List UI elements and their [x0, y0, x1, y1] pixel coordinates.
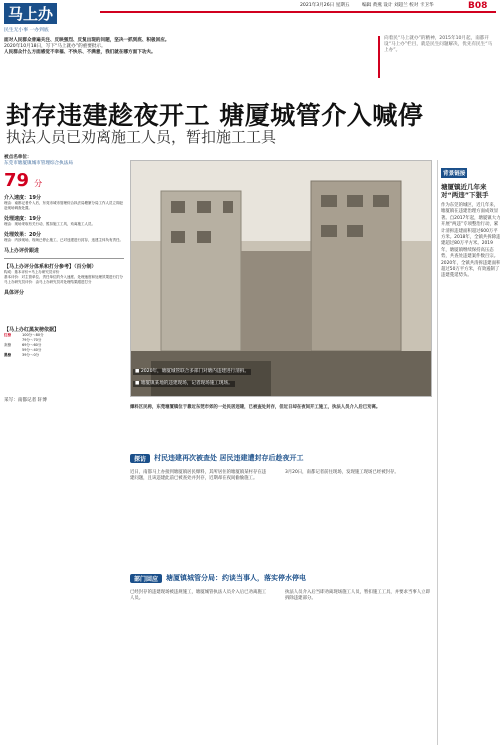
score-2-title: 处理速度：19分: [4, 216, 41, 223]
list-item: 黑榜 39分～0分: [4, 353, 40, 358]
detail-title: 具体评分: [4, 290, 25, 297]
logo-title: 马上办: [4, 3, 57, 24]
left-column: [4, 155, 124, 745]
logo-subtitle: 民生无小事 一办到底: [4, 28, 49, 33]
main-photo: [130, 160, 432, 397]
body-paragraph-3: 3月20日，南都记者前往现场，发现施工现场已经被封存。: [285, 470, 399, 475]
score-3-title: 处理效果：20分: [4, 232, 41, 239]
sidebar-header: 背景链接: [441, 168, 467, 178]
section-2-title: 塘厦镇城管分局：约谈当事人，落实停水停电: [166, 574, 307, 582]
masthead: [0, 0, 500, 38]
section-1-title: 村民违建再次被查处 居民违建遭封存后趁夜开工: [154, 454, 304, 462]
rule-2: 基本评价：对主管单位、责任单位的介入速度、处理速度和处理效果进行打分: [4, 275, 123, 280]
section-2-header: [130, 573, 430, 583]
score-3-text: 理由：内涉现场，现场已停止施工，已对违建进行封存，违建主体负有责任。: [4, 238, 123, 243]
list-item: 79分～70分: [22, 338, 42, 343]
rule-3: 马上办研究员评价：由马上办研究员对处理结果跟进打分: [4, 280, 92, 285]
editor-line: 编辑 黄燕 设计 刘超兰 校对 卡卫华: [362, 3, 434, 8]
intro-line-2: 2020年10月18日，写下“马上就办”的重要批示。: [4, 44, 106, 50]
divider: [4, 258, 124, 259]
score-1-text: 理由：南都记者介入后，东莞市城市管理综合执法局塘厦分局工作人员立即赶赴现场调查处置。: [4, 201, 123, 211]
body-paragraph-5: 执法人员介入后当即劝离现场施工人员，暂扣施工工具，并要求当事人立即拆除违建部分。: [285, 590, 430, 601]
photo-caption-2: ■ 塘厦镇某地的违建现场，记者现场施工现场。: [135, 381, 233, 386]
section-2-label: 部门回应: [130, 574, 162, 583]
masthead-logo-block: [4, 3, 76, 35]
sidebar-title: 塘厦镇近几年来对“两违”下狠手: [441, 183, 489, 199]
body-paragraph-2: 近日，南都马上办接到塘厦镇居民爆料，其所居住的塘厦镇某村存在违建问题，且该违建此前已被查处并封存，近期却在夜间偷偷施工。: [130, 470, 267, 481]
intro-line-1: 面对人民群众普遍关注、反映强烈、反复出现的问题，坚决一抓到底、积极回应。: [4, 38, 170, 43]
unit-name: 东莞市塘厦镇城市管理综合执法局: [4, 161, 73, 167]
intro-block: [4, 38, 374, 57]
date-line: 2021年3月26日 星期五: [300, 3, 350, 8]
reporter: 采写：南都记者 轩博: [4, 398, 47, 404]
score-rules-title: 【马上办评分体系和打分参考】（百分制）: [4, 264, 97, 271]
quote-box: 向着民“马上就办”的精神，2015年10月起，南都开设“马上办”栏目，就是民生问题解决，优先有民生“马上办”。: [378, 36, 496, 78]
score-value: 79: [4, 170, 30, 192]
page-label: B08: [468, 1, 488, 11]
sidebar: [437, 160, 500, 745]
section-1-header: [130, 453, 430, 463]
score-unit: 分: [34, 179, 43, 189]
headline: 封存违建趁夜开工 塘厦城管介入喊停: [6, 101, 424, 130]
score-4-title: 马上办评价跟进: [4, 248, 40, 255]
list-item: 59分～40分: [22, 348, 42, 353]
sidebar-text: 作为东莞的城区，近几年来，塘厦镇在违建治理方面成效显著。自2017年起，塘厦镇大力开展“两违”专项整治行动，累计清拆违建面积超过600万平方米。2018年，全镇共拆除违建超过80万平方米。2019年，塘厦镇继续保持高压态势，共查处违建案件数百宗。2020年，全镇共清拆违建面积超过50万平方米，有效遏制了违建蔓延势头。: [441, 203, 500, 279]
list-item: 红榜 100分～80分: [4, 333, 44, 338]
red-list: [4, 333, 124, 358]
score-display: [4, 170, 124, 191]
score-1-title: 介入速度：19分: [4, 195, 41, 202]
list-item: 灰榜 69分～60分: [4, 343, 42, 348]
unit-label: 被点名单位：: [4, 155, 32, 160]
building-scene-image: [131, 161, 431, 396]
body-paragraph-4: 已经封存的违建现场被违规施工，塘厦城管执法人员介入后已劝离施工人员。: [130, 590, 267, 601]
subheadline: 执法人员已劝离施工人员，暂扣施工工具: [6, 128, 277, 146]
intro-line-3: 人民群众什么方面感觉不幸福、不快乐、不满意，我们就在哪方面下功夫。: [4, 50, 156, 56]
photo-caption-1: ■ 2020年，塘厦城管联合多部门对塘内违建进行清拆。: [135, 369, 249, 374]
section-1-label: 探访: [130, 454, 150, 463]
intro-paragraph: 爆料区民称，东莞塘厦镇位于靠近东莞市郊的一处民居违建，已被查处封存，但近日却在夜间开工施工，执法人员介入后已劝离。: [130, 405, 381, 410]
score-2-text: 理由：现场采取有关行动，暂扣施工工具，劝离施工人员。: [4, 222, 95, 227]
red-list-title: 【马上办红黑灰榜依据】: [4, 327, 60, 334]
rule-1: 构成：基本评价+马上办研究员评价: [4, 270, 60, 275]
masthead-rule: [100, 11, 496, 13]
